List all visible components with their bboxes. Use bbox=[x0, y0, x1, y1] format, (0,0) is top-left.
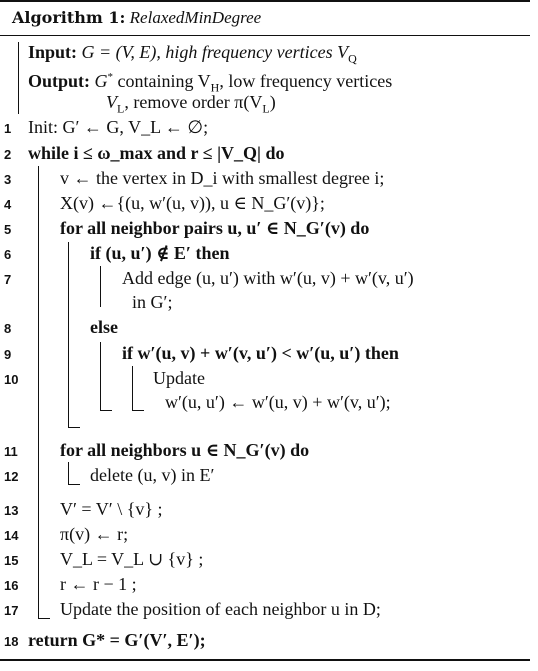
for-neighbors-block-line bbox=[68, 462, 69, 484]
line-16: 16 r ← r − 1 ; bbox=[4, 574, 137, 594]
line-12-text: delete (u, v) in E′ bbox=[90, 465, 215, 485]
line-16-text: r ← r − 1 ; bbox=[60, 574, 137, 594]
line-3: 3 v ← the vertex in D_i with smallest degree i; bbox=[4, 168, 385, 188]
line-13: 13 V′ = V′ \ {v} ; bbox=[4, 499, 163, 519]
line-7-text: Add edge (u, u′) with w′(u, v) + w′(v, u′) bbox=[122, 268, 414, 288]
line-5-text: for all neighbor pairs u, u′ ∈ N_G′(v) do bbox=[60, 218, 370, 238]
line-10-cont bbox=[0, 390, 530, 414]
line-11-text: for all neighbors u ∈ N_G′(v) do bbox=[60, 440, 310, 460]
line-2-text: while i ≤ ω_max and r ≤ |V_Q| do bbox=[28, 143, 285, 163]
input-label: Input: bbox=[28, 42, 78, 62]
for-neighbors-block-end bbox=[68, 484, 80, 485]
line-15: 15 V_L = V_L ∪ {v} ; bbox=[4, 549, 204, 569]
line-1-text: Init: G′ ← G, V_L ← ∅; bbox=[28, 117, 209, 137]
line-8-text: else bbox=[90, 317, 118, 337]
output-line-2: $V_L$, remove order $\pi(V_L)$ bbox=[106, 92, 276, 116]
line-17: 17 Update the position of each neighbor u in D; bbox=[4, 599, 381, 619]
inner-if-block-line bbox=[132, 366, 133, 410]
line-10-cont-text: w′(u, u′) ← w′(u, v) + w′(v, u′); bbox=[165, 392, 391, 412]
line-18: 18 return G* = G′(V′, E′); bbox=[4, 630, 206, 650]
line-10-text: Update bbox=[153, 368, 205, 388]
line-14-text: π(v) ← r; bbox=[60, 524, 129, 544]
header-divider bbox=[0, 35, 530, 36]
line-6: 6 if (u, u′) ∉ E′ then bbox=[4, 243, 230, 263]
while-block-end bbox=[38, 618, 50, 619]
inner-if-block-end bbox=[132, 410, 144, 411]
line-12: 12 delete (u, v) in E′ bbox=[4, 465, 215, 485]
input-text: G = (V, E), high frequency vertices V bbox=[81, 42, 349, 62]
line-15-text: V_L = V_L ∪ {v} ; bbox=[60, 549, 204, 569]
algorithm-header-label: Algorithm 1: bbox=[12, 8, 126, 27]
algorithm-title bbox=[12, 8, 261, 28]
line-2: 2 while i ≤ ω_max and r ≤ |V_Q| do bbox=[4, 143, 285, 163]
while-block-line bbox=[38, 166, 39, 618]
line-17-text: Update the position of each neighbor u in D; bbox=[60, 599, 381, 619]
line-7-cont-text: in G′; bbox=[132, 292, 173, 312]
output-line: Output: G* containing $V_H$, low frequency vertices bbox=[28, 71, 393, 95]
algorithm-name: RelaxedMinDegree bbox=[129, 8, 262, 27]
line-4: 4 X(v) ←{(u, w′(u, v)), u ∈ N_G′(v)}; bbox=[4, 193, 325, 213]
for-block-line bbox=[68, 242, 69, 427]
line-4-text: X(v) ←{(u, w′(u, v)), u ∈ N_G′(v)}; bbox=[60, 193, 325, 213]
line-8: 8 else bbox=[4, 317, 118, 337]
if-block-line bbox=[100, 266, 101, 307]
io-block-line bbox=[18, 42, 19, 114]
line-14: 14 π(v) ← r; bbox=[4, 524, 129, 544]
line-6-text: if (u, u′) ∉ E′ then bbox=[90, 243, 230, 263]
for-block-end bbox=[68, 427, 80, 428]
line-10: 10 Update bbox=[4, 368, 205, 388]
input-line: Input: G = (V, E), high frequency vertices $V_Q$ bbox=[28, 42, 357, 66]
line-1: 1 Init: G′ ← G, V_L ← ∅; bbox=[4, 117, 209, 137]
line-18-text: return G* = G′(V′, E′); bbox=[28, 630, 206, 650]
line-3-text: v ← the vertex in D_i with smallest degree i; bbox=[60, 168, 385, 188]
line-13-text: V′ = V′ \ {v} ; bbox=[60, 499, 163, 519]
else-block-end bbox=[100, 410, 112, 411]
line-5: 5 for all neighbor pairs u, u′ ∈ N_G′(v) do bbox=[4, 218, 370, 238]
line-9-text: if w′(u, v) + w′(v, u′) < w′(u, u′) then bbox=[122, 343, 399, 363]
line-11: 11 for all neighbors u ∈ N_G′(v) do bbox=[4, 440, 310, 460]
output-label: Output: bbox=[28, 71, 91, 91]
line-7: 7 Add edge (u, u′) with w′(u, v) + w′(v, u′) bbox=[4, 268, 414, 288]
line-7-cont bbox=[0, 290, 530, 314]
line-9: 9 if w′(u, v) + w′(v, u′) < w′(u, u′) then bbox=[4, 343, 399, 363]
else-block-line bbox=[100, 342, 101, 410]
